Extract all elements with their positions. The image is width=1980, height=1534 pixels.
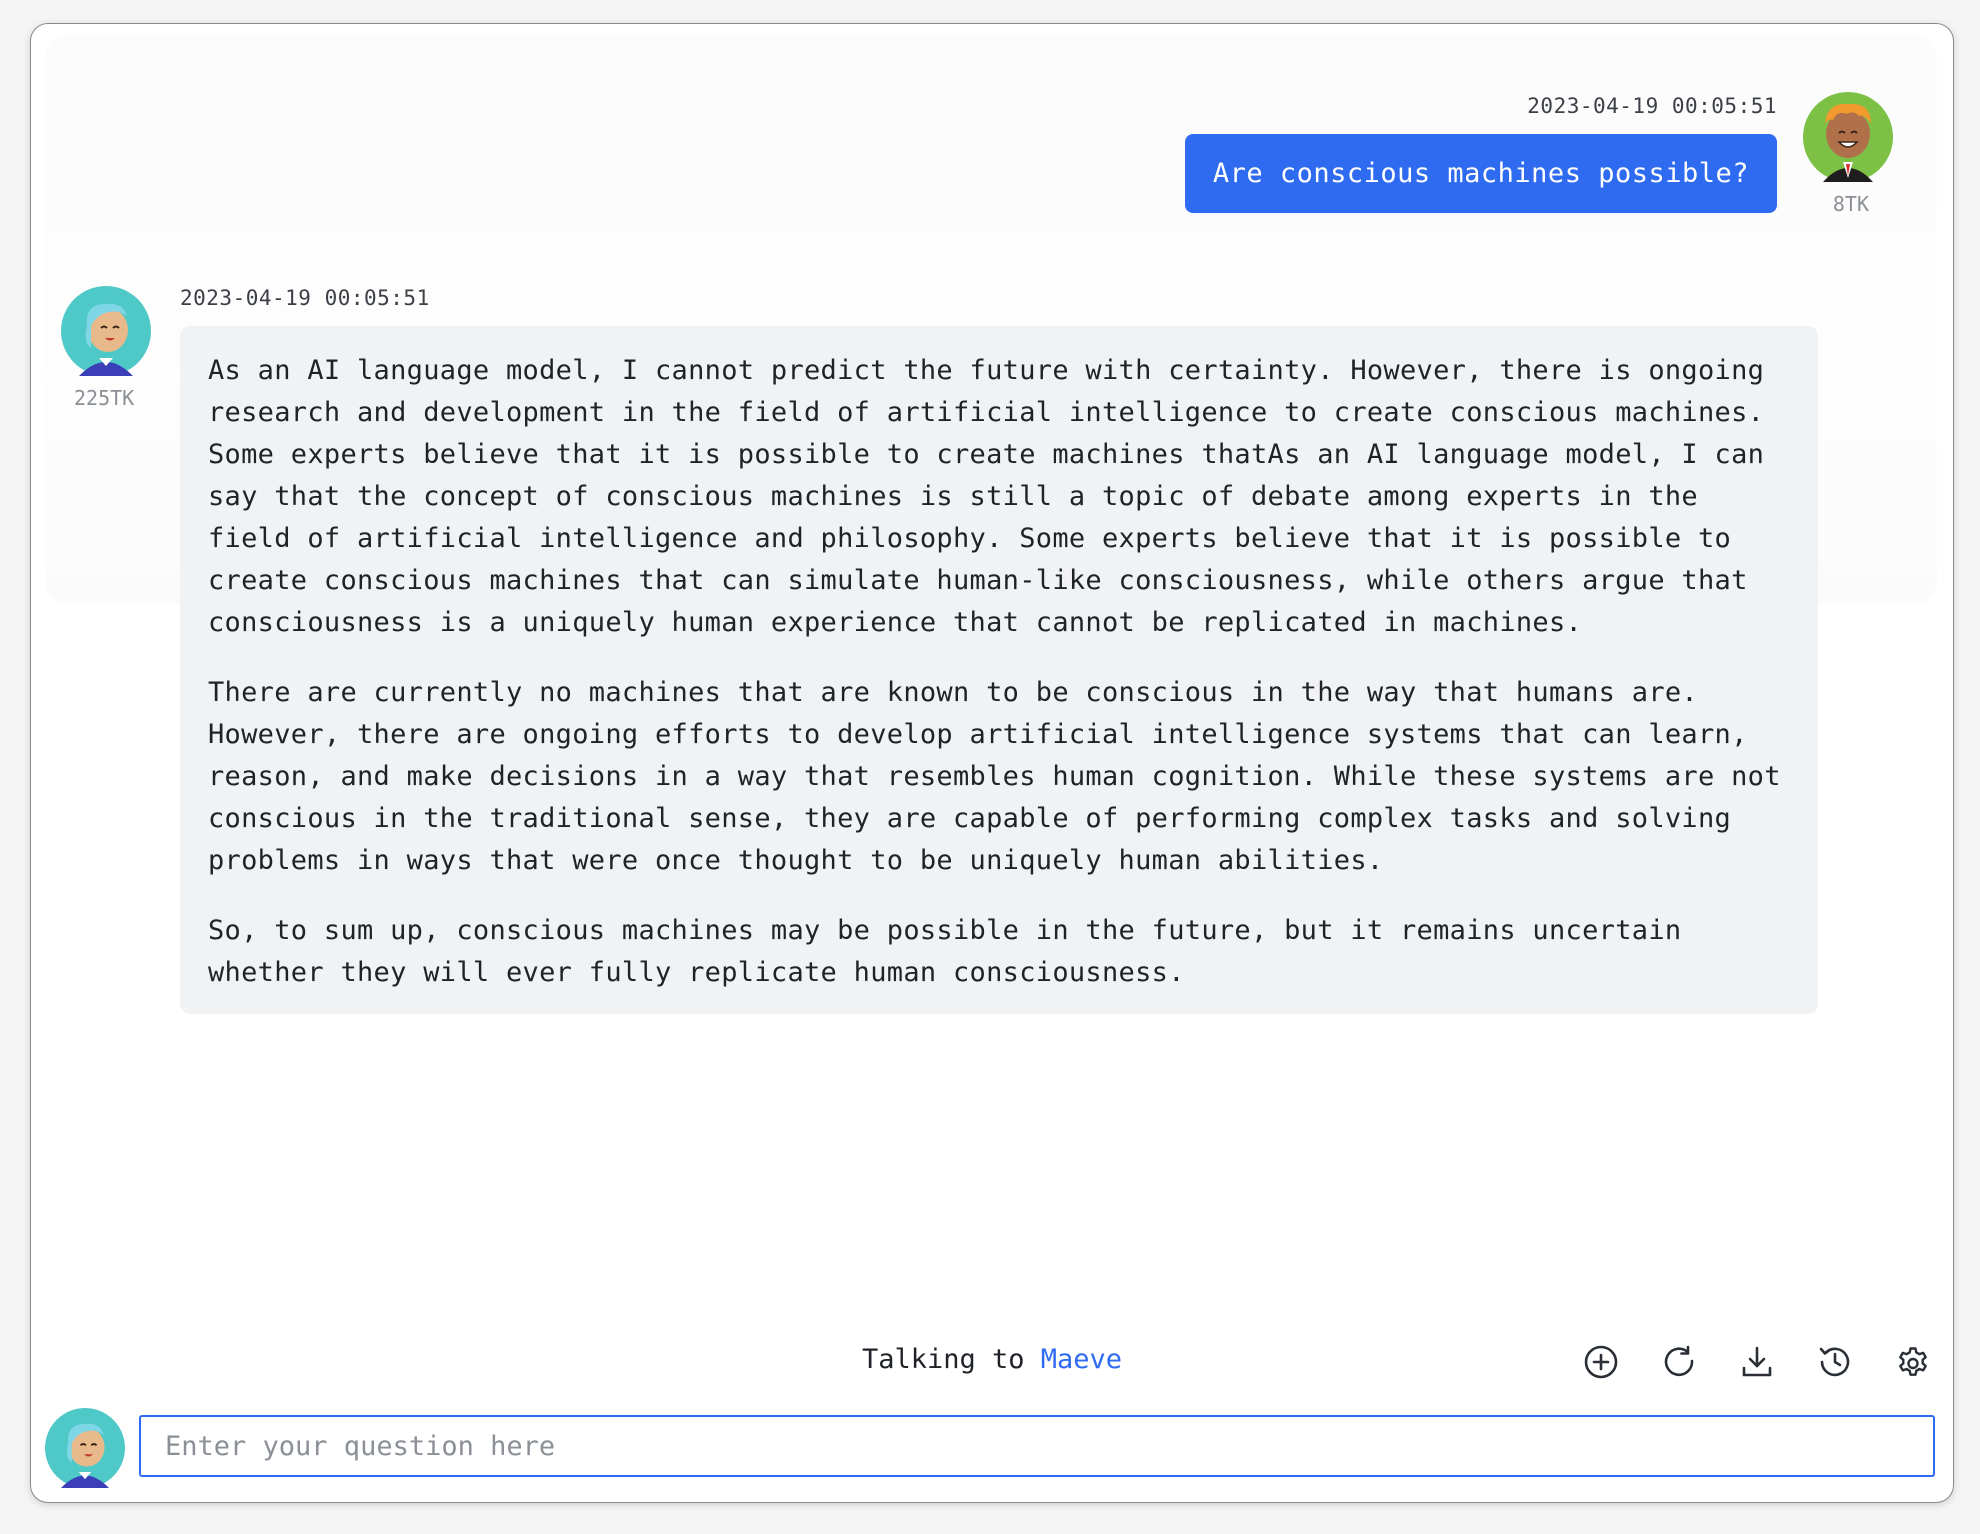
- assistant-avatar-small-icon: [45, 1408, 125, 1488]
- input-row: [45, 1406, 1939, 1488]
- question-input[interactable]: [139, 1415, 1935, 1477]
- assistant-paragraph: As an AI language model, I cannot predict the future with certainty. However, there is ongoing research and development in the field of artificial intelligence to create conscious machines. Some experts believe that it is possible to create machines thatAs an AI language model, I can say that the concept of conscious machines is still a topic of debate among experts in the field of artificial intelligence and philosophy. Some experts believe that it is possible to create conscious machines that can simulate human-like consciousness, while others argue that consciousness is a uniquely human experience that cannot be replicated in machines.: [208, 355, 1765, 638]
- assistant-paragraph: There are currently no machines that are known to be conscious in the way that humans are. However, there are ongoing efforts to develop artificial intelligence systems that can learn, reason, and make decisions in a way that resembles human cognition. While these systems are not conscious in the traditional sense, they are capable of performing complex tasks and solving problems in ways that were once thought to be uniquely human abilities.: [208, 677, 1781, 876]
- chat-window: [30, 23, 1954, 1503]
- history-icon[interactable]: [1813, 1340, 1857, 1384]
- talking-prefix: Talking to: [861, 1344, 1025, 1375]
- add-icon[interactable]: [1579, 1340, 1623, 1384]
- assistant-avatar-icon: [61, 286, 151, 376]
- settings-icon[interactable]: [1891, 1340, 1935, 1384]
- user-message-bubble: Are conscious machines possible?: [1185, 134, 1777, 213]
- assistant-name-link[interactable]: Maeve: [1040, 1344, 1123, 1375]
- download-icon[interactable]: [1735, 1340, 1779, 1384]
- user-avatar-icon: [1803, 92, 1893, 182]
- assistant-paragraph: So, to sum up, conscious machines may be possible in the future, but it remains uncertain whether they will ever fully replicate human consciousness.: [208, 915, 1682, 988]
- refresh-icon[interactable]: [1657, 1340, 1701, 1384]
- chat-toolbar: [1579, 1340, 1935, 1384]
- assistant-message-bubble: [180, 326, 1818, 1014]
- assistant-message-tokens: 225TK: [74, 386, 135, 410]
- user-message-tokens: 8TK: [1832, 192, 1869, 216]
- user-message: [1023, 64, 1923, 224]
- user-message-timestamp: 2023-04-19 00:05:51: [1527, 94, 1777, 118]
- assistant-message-timestamp: 2023-04-19 00:05:51: [180, 286, 430, 310]
